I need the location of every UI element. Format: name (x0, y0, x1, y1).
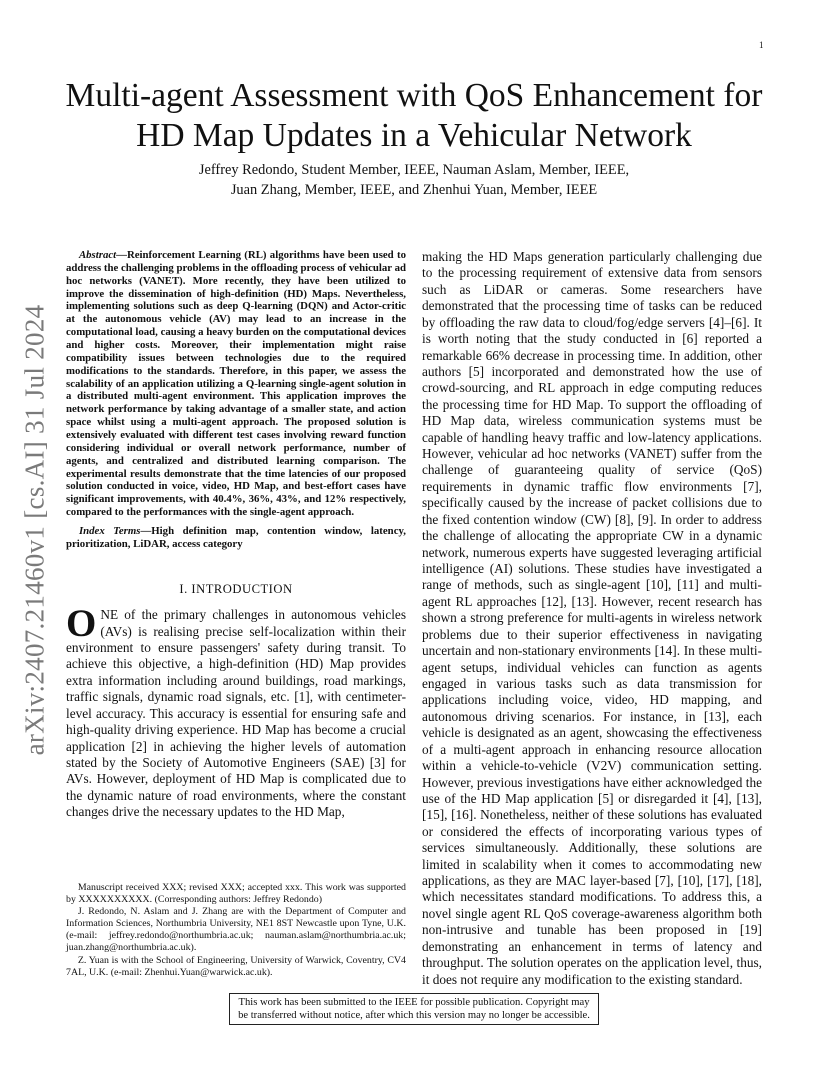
index-terms-text: —High definition map, contention window, latency, prioritization, LiDAR, access category (66, 525, 406, 550)
paper-title: Multi-agent Assessment with QoS Enhancement for HD Map Updates in a Vehicular Network (65, 77, 763, 154)
footnote-manuscript: Manuscript received XXX; revised XXX; accepted xxx. This work was supported by XXXXXXXXXX. (Corresponding authors: Jeffrey Redondo) (66, 882, 406, 906)
left-column (66, 249, 406, 821)
footnote-affiliation-2: Z. Yuan is with the School of Engineering, University of Warwick, Coventry, CV4 7AL, U.K. (e-mail: Zhenhui.Yuan@warwick.ac.uk). (66, 954, 406, 978)
index-terms-label: Index Terms (78, 525, 141, 538)
footnote-affiliation-1: J. Redondo, N. Aslam and J. Zhang are with the Department of Computer and Information Sciences, Northumbria University, NE1 8ST Newcastle upon Tyne, U.K. (e-mail: jeffrey.redondo@northumbria.ac.uk; nauman.aslam@northumbria.ac.uk; juan.zhang@northumbria.ac.uk). (66, 906, 406, 954)
abstract-label: Abstract (78, 249, 117, 261)
right-column-paragraph: making the HD Maps generation particularly challenging due to the processing requirement of extensive data from sensors such as LiDAR or cameras. Some researchers have demonstrated that the processing time of tasks can be reduced by offloading the raw data to cloud/fog/edge servers [4]–[6]. It is worth noting that the study conducted in [6] reported a remarkable 66% decrease in processing time. In addition, other authors [5] incorporated and demonstrated how the use of crowd-sourcing, and RL approach in edge computing reduces the processing time for HD Map. To support the offloading of HD Map data, wireless communication systems must be capable of handling heavy traffic and low-latency applications. However, vehicular ad hoc networks (VANET) suffer from the challenge of guaranteeing quality of service (QoS) requirements in dynamic traffic flow environments [7], specifically caused by the increase of packet collisions due to the fixed contention window (CW) [8], [9]. In order to address the challenge of allocating the appropriate CW in a dynamic network, numerous experts have suggested leveraging artificial intelligence (AI) solutions. These studies have investigated a range of methods, such as single-agent [10], [11] and multi-agent RL approaches [12], [13]. However, recent research has shown a strong preference for multi-agents in wireless network problems due to their superior effectiveness in navigating uncertain and non-stationary environments [14]. In these multi-agent setups, individual vehicles can function as agents engaged in various tasks such as data transmission for applications including voice, video, HD mapping, and autonomous driving scenarios. For instance, in [13], each vehicle is designated as an agent, showcasing the effectiveness of a multi-agent approach in enhancing resource allocation within a vehicle-to-vehicle (V2V) communication setting. However, previous investigations have either acknowledged the use of the HD Map application [5] or disregarded it [4], [13], [15], [16]. Nonetheless, neither of these solutions has evaluated or considered the effects of incorporating various types of services simultaneously. Additionally, these solutions are limited in scalability when it comes to accommodating new applications, as they are MAC layer-based [7], [10], [17], [18], which necessitates standard modifications. To address this, a novel single agent RL QoS coverage-awareness algorithm both non-intrusive and tunable has been proposed in [19] demonstrating an enhancement in terms of latency and throughput. The solution operates on the application level, thus, it does not require any modification to the existing standard. (422, 249, 762, 987)
author-list (100, 160, 728, 200)
copyright-notice: This work has been submitted to the IEEE for possible publication. Copyright may be transferred without notice, after which this version may no longer be accessible. (229, 993, 599, 1025)
index-terms (66, 525, 406, 551)
authors-line-2: Juan Zhang, Member, IEEE, and Zhenhui Yuan, Member, IEEE (230, 182, 598, 198)
drop-cap: O (66, 602, 97, 646)
page-number: 1 (759, 40, 764, 50)
footnotes (66, 882, 406, 979)
intro-paragraph (66, 602, 406, 820)
intro-text: NE of the primary challenges in autonomous vehicles (AVs) is realising precise self-localization within their environment to ensure passengers' safety during transit. To achieve this objective, a high-definition (HD) Map provides extra information including around buildings, road markings, traffic signals, dynamic road signals, etc. [1], with centimeter-level accuracy. This accuracy is essential for ensuring safe and high-quality driving experience. HD Map has become a crucial application [2] in achieving the higher levels of automation stated by the Society of Automotive Engineers (SAE) [3] for AVs. However, deployment of HD Map is complicated due to the dynamic nature of road environments, where the constant changes drive the necessary updates to the HD Map, (66, 607, 406, 820)
abstract (66, 249, 406, 519)
arxiv-watermark-text: arXiv:2407.21460v1 [cs.AI] 31 Jul 2024 (19, 304, 50, 756)
abstract-text: —Reinforcement Learning (RL) algorithms have been used to address the challenging problems in the offloading process of vehicular ad hoc networks (VANET). More recently, they have been utilized to improve the dissemination of high-definition (HD) Maps. Nevertheless, implementing solutions such as deep Q-learning (DQN) and Actor-critic at the autonomous vehicle (AV) may lead to an increase in the computational load, causing a heavy burden on the computational devices and higher costs. Moreover, their implementation might raise compatibility issues between technologies due to the required modifications to the standards. Therefore, in this paper, we assess the scalability of an application utilizing a Q-learning single-agent solution in a distributed multi-agent environment. This application improves the network performance by taking advantage of a smaller state, and action space whilst using a multi-agent approach. The proposed solution is extensively evaluated with different test cases involving reward function considering individual or overall network performance, number of agents, and centralized and distributed learning comparison. The experimental results demonstrate that the time latencies of our proposed solution conducted in voice, video, HD Map, and best-effort cases have significant improvements, with 40.4%, 36%, 43%, and 12% respectively, compared to the performances with the single-agent approach. (66, 249, 406, 519)
authors-line-1: Jeffrey Redondo, Student Member, IEEE, Nauman Aslam, Member, IEEE, (198, 162, 630, 178)
arxiv-watermark (18, 300, 52, 760)
right-column (422, 249, 762, 988)
section-heading: I. INTRODUCTION (179, 581, 293, 596)
